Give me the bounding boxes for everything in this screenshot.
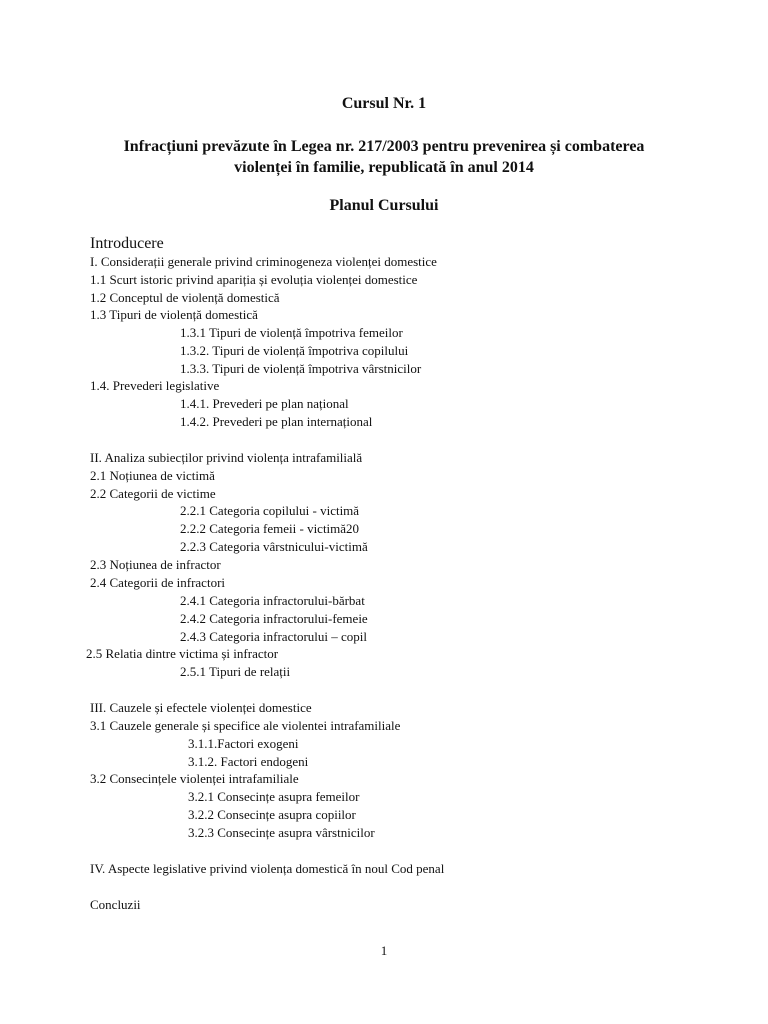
toc-section-3-2: 3.2 Consecințele violenței intrafamiliale	[90, 771, 299, 786]
toc-section-2-1: 2.1 Noțiunea de victimă	[90, 468, 215, 483]
toc-chapter-2: II. Analiza subiecților privind violența intrafamilială	[90, 450, 363, 465]
toc-subsection-3-2-1: 3.2.1 Consecințe asupra femeilor	[188, 789, 360, 804]
toc-subsection-1-4-1: 1.4.1. Prevederi pe plan național	[180, 396, 349, 411]
toc-chapter-1: I. Considerații generale privind criminogeneza violenței domestice	[90, 254, 437, 269]
toc-subsection-2-4-3: 2.4.3 Categoria infractorului – copil	[180, 629, 368, 644]
toc-section-2-2: 2.2 Categorii de victime	[90, 486, 216, 501]
toc-subsection-2-4-2: 2.4.2 Categoria infractorului-femeie	[180, 611, 368, 626]
plan-title: Planul Cursului	[329, 197, 439, 214]
toc-chapter-4: IV. Aspecte legislative privind violența domestică în noul Cod penal	[90, 861, 445, 876]
toc-section-2-3: 2.3 Noțiunea de infractor	[90, 557, 221, 572]
toc-section-1-3: 1.3 Tipuri de violență domestică	[90, 307, 258, 322]
toc-subsection-2-2-3: 2.2.3 Categoria vârstnicului-victimă	[180, 539, 368, 554]
toc-section-2-4: 2.4 Categorii de infractori	[90, 575, 226, 590]
toc-subsection-3-2-3: 3.2.3 Consecințe asupra vârstnicilor	[188, 825, 375, 840]
toc-subsection-1-3-3: 1.3.3. Tipuri de violență împotriva vârstnicilor	[180, 361, 422, 376]
toc-section-1-1: 1.1 Scurt istoric privind apariția și evoluția violenței domestice	[90, 272, 418, 287]
toc-subsection-1-3-2: 1.3.2. Tipuri de violență împotriva copilului	[180, 343, 409, 358]
toc-subsection-2-2-1: 2.2.1 Categoria copilului - victimă	[180, 503, 360, 518]
toc-subsection-2-2-2: 2.2.2 Categoria femeii - victimă20	[180, 521, 360, 536]
toc-subsection-3-1-2: 3.1.2. Factori endogeni	[188, 754, 309, 769]
toc-conclusions: Concluzii	[90, 897, 141, 912]
toc-subsection-2-5-1: 2.5.1 Tipuri de relații	[180, 664, 291, 679]
introduction-heading: Introducere	[90, 235, 164, 252]
toc-section-2-5: 2.5 Relatia dintre victima și infractor	[86, 646, 279, 661]
toc-subsection-2-4-1: 2.4.1 Categoria infractorului-bărbat	[180, 593, 365, 608]
toc-section-1-4: 1.4. Prevederi legislative	[90, 378, 220, 393]
document-subtitle-line-2: violenței în familie, republicată în anul 2014	[234, 159, 534, 176]
toc-subsection-3-1-1: 3.1.1.Factori exogeni	[188, 736, 299, 751]
toc-subsection-1-4-2: 1.4.2. Prevederi pe plan internațional	[180, 414, 373, 429]
page-number: 1	[380, 943, 388, 958]
toc-section-3-1: 3.1 Cauzele generale și specifice ale violentei intrafamiliale	[90, 718, 401, 733]
toc-chapter-3: III. Cauzele și efectele violenței domestice	[90, 700, 312, 715]
course-title: Cursul Nr. 1	[341, 95, 427, 112]
document-subtitle-line-1: Infracțiuni prevăzute în Legea nr. 217/2003 pentru prevenirea și combaterea	[123, 138, 645, 155]
toc-section-1-2: 1.2 Conceptul de violență domestică	[90, 290, 280, 305]
toc-subsection-3-2-2: 3.2.2 Consecințe asupra copiilor	[188, 807, 356, 822]
toc-subsection-1-3-1: 1.3.1 Tipuri de violență împotriva femeilor	[180, 325, 403, 340]
